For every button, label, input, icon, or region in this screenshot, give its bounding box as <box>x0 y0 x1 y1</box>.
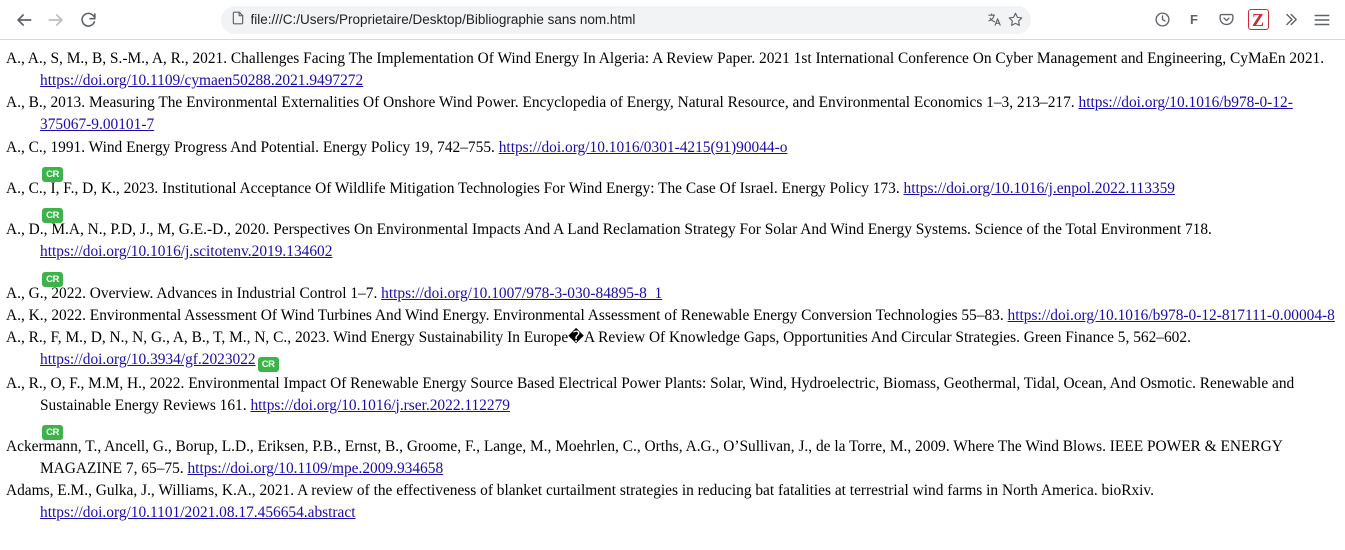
crossref-badge[interactable]: CR <box>258 357 279 372</box>
reference-text: A., K., 2022. Environmental Assessment Of Wind Turbines And Wind Energy. Environmental Assessment of Renewable Energy Conversion Technologies 55–83. <box>6 306 1008 324</box>
reference-text: A., D., M.A, N., P.D, J., M, G.E.-D., 2020. Perspectives On Environmental Impacts And A Land Reclamation Strategy For Solar And Wind Energy Systems. Science of the Total Environment 718. <box>6 221 1212 239</box>
reference-entry <box>6 219 1339 263</box>
reference-doi-link[interactable]: https://doi.org/10.1016/j.scitotenv.2019.134602 <box>40 243 333 261</box>
address-bar[interactable] <box>221 6 1031 34</box>
browser-toolbar <box>0 0 1345 40</box>
document-icon <box>231 11 245 28</box>
zotero-connector-icon[interactable] <box>1243 5 1273 35</box>
bookmark-star-icon[interactable] <box>1008 12 1023 27</box>
reference-doi-link[interactable]: https://doi.org/10.1109/cymaen50288.2021.9497272 <box>40 71 364 89</box>
reference-doi-link[interactable]: https://doi.org/10.1101/2021.08.17.456654.abstract <box>40 504 356 521</box>
reference-text: Adams, E.M., Gulka, J., Williams, K.A., 2021. A review of the effectiveness of blanket curtailment strategies in reducing bat fatalities at terrestrial wind farms in North America. bioRxiv. <box>6 482 1154 500</box>
reference-doi-link[interactable]: https://doi.org/10.1016/0301-4215(91)90044-o <box>498 138 788 156</box>
reference-entry <box>6 327 1339 372</box>
reference-entry <box>6 283 1339 305</box>
crossref-badge[interactable]: CR <box>42 208 63 223</box>
crossref-badge-line <box>6 200 1339 222</box>
crossref-badge-line <box>6 159 1339 178</box>
reload-button[interactable] <box>72 4 104 36</box>
address-bar-url: file:///C:/Users/Proprietaire/Desktop/Bibliographie sans nom.html <box>250 12 636 27</box>
extensions-area <box>1147 5 1337 35</box>
reference-entry <box>6 92 1339 136</box>
bibliography-page <box>0 40 1345 524</box>
reference-text: A., G., 2022. Overview. Advances in Industrial Control 1–7. <box>6 284 382 302</box>
crossref-badge[interactable]: CR <box>42 167 63 182</box>
menu-icon[interactable] <box>1307 5 1337 35</box>
reference-text: Ackermann, T., Ancell, G., Borup, L.D., Eriksen, P.B., Ernst, B., Groome, F., Lange, M., Moehrlen, C., Orths, A.G., O’Sullivan, J., de la Torre, M., 2009. Where The Wind Blows. IEEE POWER & ENERGY MAGAZINE 7, 65–75. <box>6 437 1283 477</box>
reference-doi-link[interactable]: https://doi.org/10.1016/b978-0-12-817111-0.00004-8 <box>1007 306 1335 324</box>
reference-entry <box>6 178 1339 200</box>
reference-doi-link[interactable]: https://doi.org/10.1016/b978-0-12-375067-9.00101-7 <box>40 94 1293 134</box>
overflow-chevron-icon[interactable] <box>1275 5 1305 35</box>
reference-text: A., C., 1991. Wind Energy Progress And Potential. Energy Policy 19, 742–755. <box>6 138 499 156</box>
reference-entry <box>6 480 1339 524</box>
reference-text: A., B., 2013. Measuring The Environmental Externalities Of Onshore Wind Power. Encyclopedia of Energy, Natural Resource, and Environmental Economics 1–3, 213–217. <box>6 94 1079 112</box>
reference-text: A., A., S, M., B, S.-M., A, R., 2021. Challenges Facing The Implementation Of Wind Energy In Algeria: A Review Paper. 2021 1st International Conference On Cyber Management and Engineering, CyMaEn 2021. <box>6 50 1325 67</box>
address-bar-container <box>104 6 1147 34</box>
pocket-icon[interactable] <box>1211 5 1241 35</box>
crossref-badge-line <box>6 417 1339 436</box>
reference-entry <box>6 436 1339 480</box>
reference-doi-link[interactable]: https://doi.org/10.1007/978-3-030-84895-8_1 <box>381 284 663 302</box>
reference-doi-link[interactable]: https://doi.org/10.1016/j.rser.2022.112279 <box>250 396 510 414</box>
reference-doi-link[interactable]: https://doi.org/10.1109/mpe.2009.934658 <box>187 459 444 477</box>
history-icon[interactable] <box>1147 5 1177 35</box>
crossref-badge-line <box>6 264 1339 283</box>
crossref-badge[interactable]: CR <box>42 425 63 440</box>
reference-entry <box>6 373 1339 417</box>
forward-button[interactable] <box>40 4 72 36</box>
crossref-badge[interactable]: CR <box>42 272 63 287</box>
facebook-container-icon[interactable] <box>1179 5 1209 35</box>
reference-text: A., R., F, M., D, N., N, G., A, B., T, M., N, C., 2023. Wind Energy Sustainability In Europe�A Review Of Knowledge Gaps, Opportunities And Circular Strategies. Green Finance 5, 562–602. <box>6 329 1191 347</box>
reference-entry <box>6 305 1339 327</box>
reference-doi-link[interactable]: https://doi.org/10.3934/gf.2023022 <box>40 351 256 369</box>
reference-text: A., C., I, F., D, K., 2023. Institutional Acceptance Of Wildlife Mitigation Technologies For Wind Energy: The Case Of Israel. Energy Policy 173. <box>6 179 904 197</box>
reference-list <box>6 48 1339 524</box>
reference-text: A., R., O, F., M.M, H., 2022. Environmental Impact Of Renewable Energy Source Based Electrical Power Plants: Solar, Wind, Hydroelectric, Biomass, Geothermal, Tidal, Ocean, And Osmotic. Renewable and Sustainable Energy Reviews 161. <box>6 374 1295 414</box>
reference-entry <box>6 48 1339 92</box>
facebook-container-label: F <box>1190 12 1198 27</box>
reference-doi-link[interactable]: https://doi.org/10.1016/j.enpol.2022.113359 <box>903 179 1175 197</box>
reference-entry <box>6 137 1339 159</box>
translate-icon[interactable] <box>987 12 1002 27</box>
back-button[interactable] <box>8 4 40 36</box>
zotero-connector-label: Z <box>1248 9 1269 30</box>
